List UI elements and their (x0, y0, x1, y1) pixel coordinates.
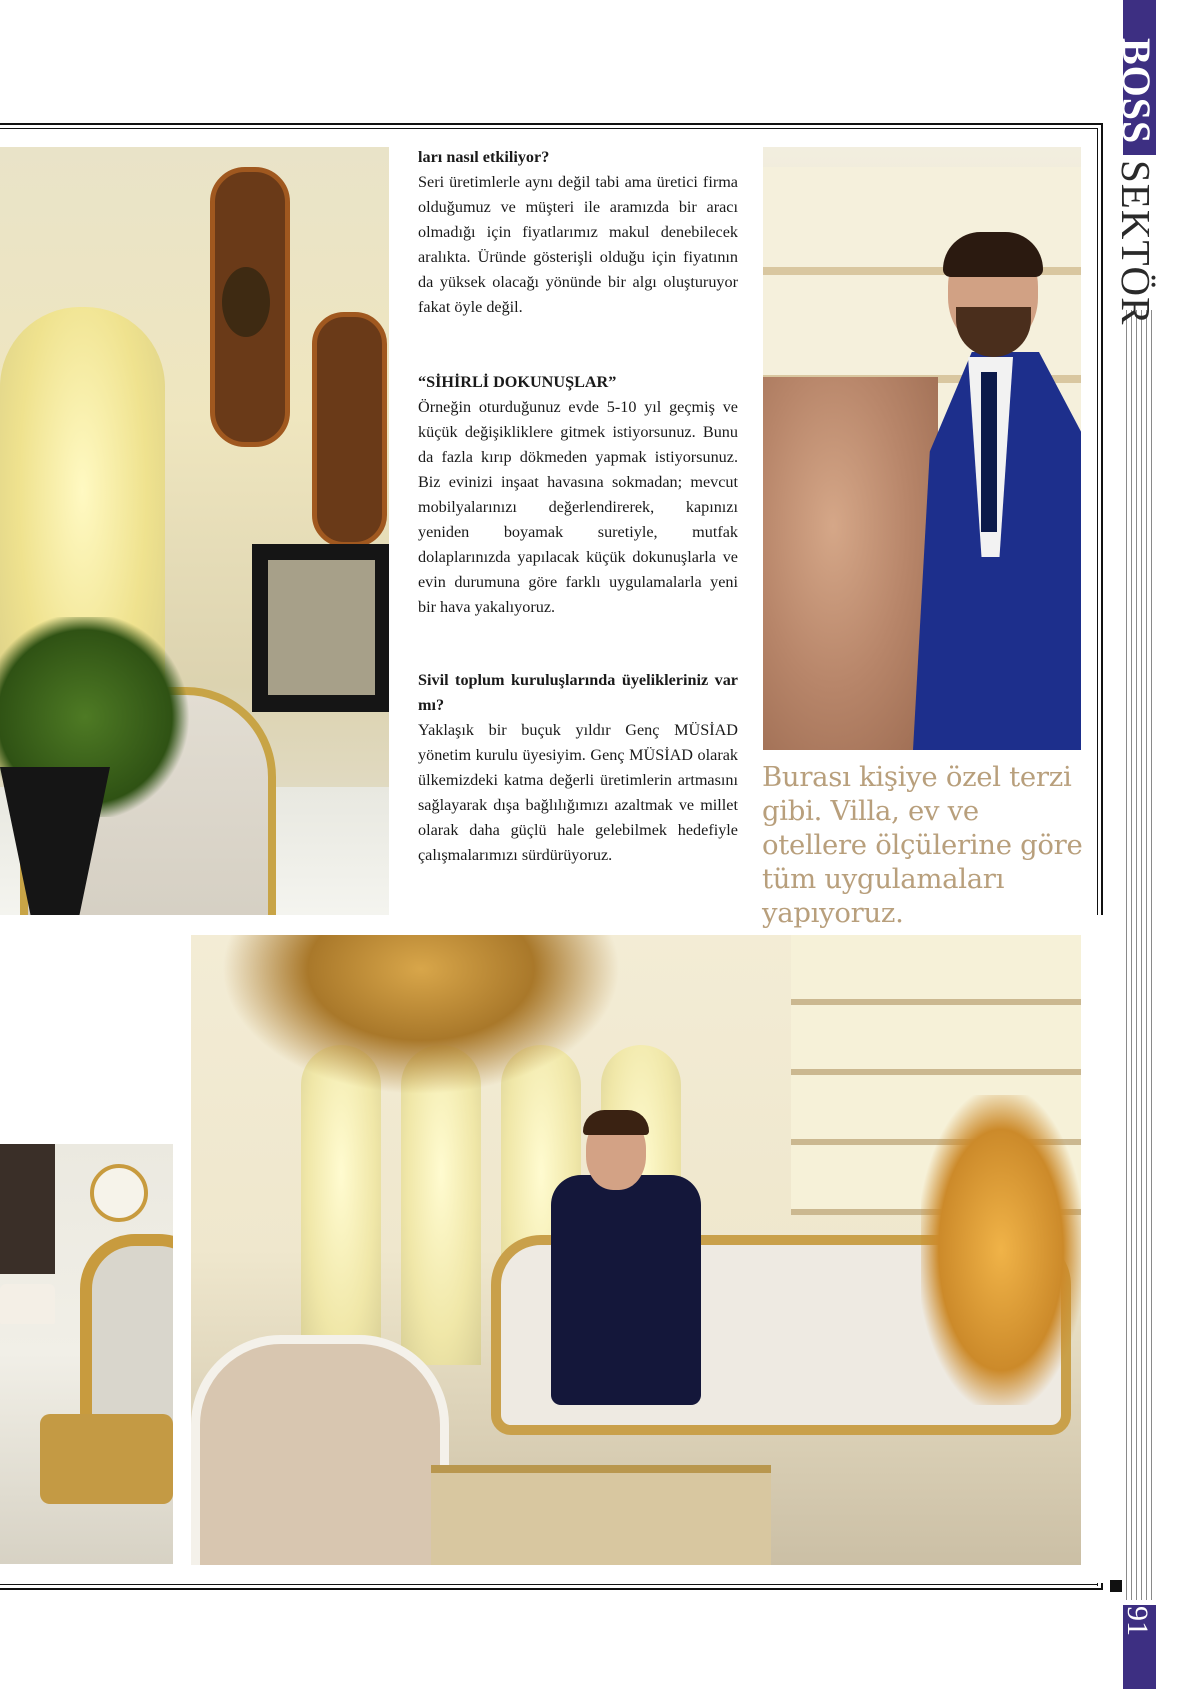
brand-label: BOSS (1114, 38, 1159, 145)
section-heading: “SİHİRLİ DOKUNUŞLAR” (418, 373, 617, 391)
photo-man-with-carving (763, 147, 1081, 750)
section-label: SEKTÖR (1113, 160, 1159, 326)
intro-body: Seri üretimlerle aynı değil tabi ama üretici firma olduğumuz ve müşteri ile aramızda bir aracı olmadığı için fiyatlarımız makul denebilecek aralıkta. Üründe gösterişli olduğu için fiyatının da yüksek olacağı yönünde bir algı oluşturuyor fakat öyle değil. (418, 173, 738, 316)
photo-gilded-mirror (0, 1144, 173, 1564)
question-heading: Sivil toplum kuruluşlarında üyelikleriniz var mı? (418, 671, 738, 714)
pull-quote: Burası kişiye özel terzi gibi. Villa, ev ve otellere ölçülerine göre tüm uygulamaları yapıyoruz. (762, 761, 1083, 929)
article-block-magic-touches (418, 370, 738, 620)
photo-showroom-chair (0, 147, 389, 915)
section-body: Örneğin oturduğunuz evde 5-10 yıl geçmiş ve küçük değişikliklere gitmek istiyorsunuz. Bunu da fazla kırıp dökmeden yapmak istiyorsunuz. Biz evinizi inşaat havasına sokmadan; mevcut mobilyalarınızı değerlendirerek, kapınızı yeniden boyamak suretiyle, mutfak dolaplarınızda yapılacak küçük dokunuşlarla ve evin durumuna göre farklı uygulamalarla yeni bir hava yakalıyoruz. (418, 398, 738, 616)
page-number: 91 (1121, 1606, 1154, 1636)
article-block-ngo (418, 668, 738, 868)
corner-square-marker (1110, 1580, 1122, 1592)
frame-top-rule (0, 123, 1103, 125)
frame-bottom-rule (0, 1588, 1103, 1590)
photo-showroom-sofa (191, 935, 1081, 1565)
intro-heading: ları nasıl etkiliyor? (418, 148, 550, 166)
article-block-intro (418, 145, 738, 320)
question-body: Yaklaşık bir buçuk yıldır Genç MÜSİAD yönetim kurulu üyesiyim. Genç MÜSİAD olarak ülkemizdeki katma değerli üretimlerin artmasını sağlayarak dışa bağlılığımızı azaltmak ve millet olarak daha güçlü hale gelebilmek hedefiyle çalışmalarımızı sürdürüyoruz. (418, 721, 738, 864)
frame-top-rule-inner (0, 128, 1098, 129)
frame-bottom-rule-inner (0, 1584, 1098, 1585)
side-decorative-lines (1126, 310, 1153, 1600)
